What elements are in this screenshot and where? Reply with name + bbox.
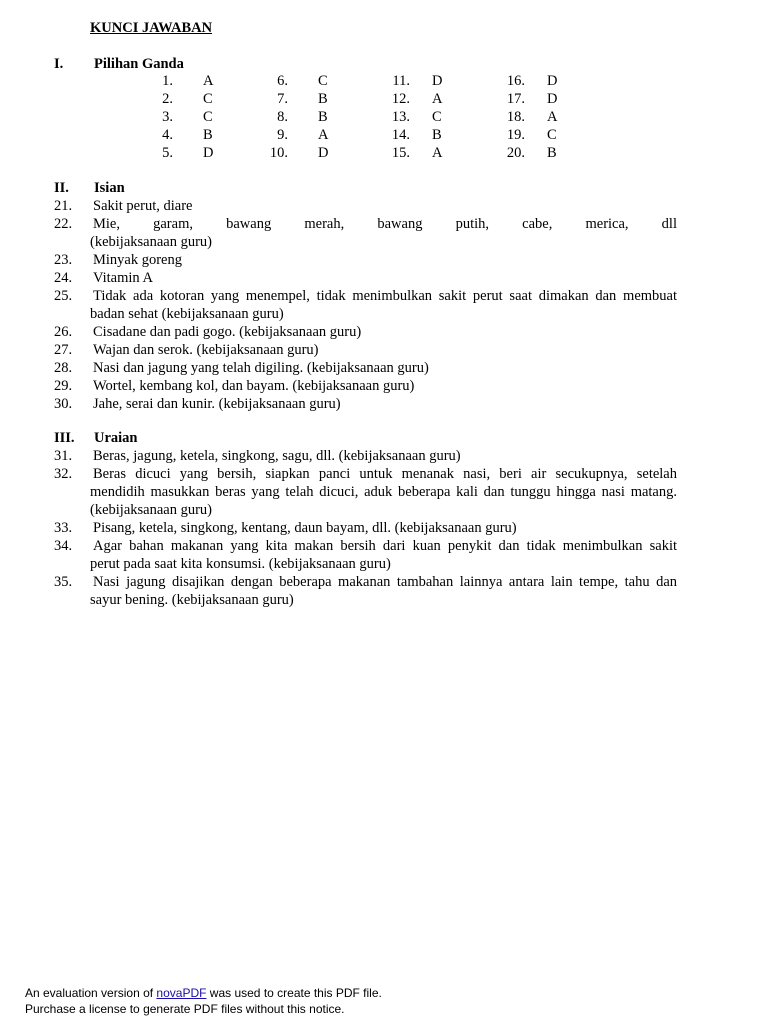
answer-text: Beras dicuci yang bersih, siapkan panci untuk menanak nasi, beri air secukupnya, setelah [93, 466, 677, 482]
answer-number: 21. [54, 198, 73, 214]
mc-row [0, 126, 768, 144]
mc-answer: D [547, 73, 558, 89]
mc-answer: A [318, 127, 329, 143]
answer-item [0, 537, 768, 573]
answer-number: 34. [54, 538, 73, 554]
answer-text: Nasi dan jagung yang telah digiling. (kebijaksanaan guru) [93, 360, 429, 376]
mc-question-number: 20. [506, 145, 525, 161]
mc-answer: C [203, 109, 213, 125]
answer-text: Wajan dan serok. (kebijaksanaan guru) [93, 342, 319, 358]
answer-text: Jahe, serai dan kunir. (kebijaksanaan guru) [93, 396, 341, 412]
answer-text: Cisadane dan padi gogo. (kebijaksanaan guru) [93, 324, 362, 340]
mc-answer: D [203, 145, 214, 161]
mc-question-number: 15. [391, 145, 410, 161]
answer-text: Nasi jagung disajikan dengan beberapa makanan tambahan lainnya antara lain tempe, tahu dan [93, 574, 677, 590]
mc-answer: D [432, 73, 443, 89]
mc-question-number: 16. [506, 73, 525, 89]
mc-answer: B [432, 127, 442, 143]
answer-item [0, 269, 768, 287]
mc-answer: A [432, 91, 443, 107]
answer-number: 22. [54, 216, 73, 232]
mc-answer: B [318, 91, 328, 107]
mc-answer: B [547, 145, 557, 161]
answer-item [0, 197, 768, 215]
section-number: I. [54, 56, 64, 72]
mc-question-number: 19. [506, 127, 525, 143]
mc-question-number: 9. [277, 127, 288, 143]
mc-answer: C [318, 73, 328, 89]
answer-number: 30. [54, 396, 73, 412]
answer-text: Wortel, kembang kol, dan bayam. (kebijaksanaan guru) [93, 378, 415, 394]
answer-text: Minyak goreng [93, 252, 182, 268]
answer-text-continued: sayur bening. (kebijaksanaan guru) [90, 592, 294, 608]
mc-question-number: 2. [162, 91, 173, 107]
mc-question-number: 17. [506, 91, 525, 107]
answer-text-continued: mendidih masukkan beras yang telah dicuci, aduk beberapa kali dan tunggu hingga nasi matang. [90, 484, 677, 500]
answer-text-continued: (kebijaksanaan guru) [90, 234, 212, 250]
answer-text-continued: perut pada saat kita konsumsi. (kebijaksanaan guru) [90, 556, 391, 572]
answer-item [0, 377, 768, 395]
answer-item [0, 251, 768, 269]
answer-number: 35. [54, 574, 73, 590]
section-label: Uraian [94, 430, 138, 446]
uraian-list [0, 447, 768, 609]
answer-text: Beras, jagung, ketela, singkong, sagu, dll. (kebijaksanaan guru) [93, 448, 461, 464]
section-label: Isian [94, 180, 125, 196]
mc-question-number: 13. [391, 109, 410, 125]
answer-text: Sakit perut, diare [93, 198, 193, 214]
answer-item [0, 447, 768, 465]
section-number: III. [54, 430, 75, 446]
notice-line-2: Purchase a license to generate PDF files without this notice. [25, 1001, 345, 1016]
evaluation-notice [25, 986, 382, 1017]
answer-number: 28. [54, 360, 73, 376]
answer-item [0, 519, 768, 537]
novapdf-link[interactable]: novaPDF [156, 986, 207, 1000]
notice-text: An evaluation version of [25, 986, 157, 1000]
mc-question-number: 4. [162, 127, 173, 143]
answer-number: 26. [54, 324, 73, 340]
notice-text: was used to create this PDF file. [206, 986, 382, 1000]
answer-number: 23. [54, 252, 73, 268]
answer-number: 24. [54, 270, 73, 286]
answer-item [0, 287, 768, 323]
answer-number: 33. [54, 520, 73, 536]
answer-text: Pisang, ketela, singkong, kentang, daun bayam, dll. (kebijaksanaan guru) [93, 520, 517, 536]
multiple-choice-grid [0, 72, 768, 162]
mc-answer: A [203, 73, 214, 89]
mc-answer: C [432, 109, 442, 125]
mc-answer: D [547, 91, 558, 107]
mc-question-number: 7. [277, 91, 288, 107]
answer-text: Tidak ada kotoran yang menempel, tidak menimbulkan sakit perut saat dimakan dan membuat [93, 288, 677, 304]
mc-answer: B [318, 109, 328, 125]
answer-item [0, 359, 768, 377]
answer-item [0, 215, 768, 251]
answer-text: Mie, garam, bawang merah, bawang putih, cabe, merica, dll [93, 216, 677, 232]
mc-question-number: 14. [391, 127, 410, 143]
mc-row [0, 72, 768, 90]
mc-answer: C [203, 91, 213, 107]
mc-question-number: 6. [277, 73, 288, 89]
answer-text: Vitamin A [93, 270, 153, 286]
answer-text-continued: (kebijaksanaan guru) [90, 502, 212, 518]
answer-number: 31. [54, 448, 73, 464]
mc-answer: D [318, 145, 329, 161]
answer-text-continued: badan sehat (kebijaksanaan guru) [90, 306, 284, 322]
mc-row [0, 108, 768, 126]
mc-question-number: 5. [162, 145, 173, 161]
mc-question-number: 18. [506, 109, 525, 125]
mc-row [0, 90, 768, 108]
mc-answer: A [547, 109, 558, 125]
section-label: Pilihan Ganda [94, 56, 184, 72]
mc-answer: B [203, 127, 213, 143]
mc-question-number: 8. [277, 109, 288, 125]
answer-number: 27. [54, 342, 73, 358]
answer-item [0, 323, 768, 341]
answer-item [0, 341, 768, 359]
mc-question-number: 11. [392, 73, 410, 89]
mc-question-number: 12. [391, 91, 410, 107]
mc-question-number: 10. [269, 145, 288, 161]
answer-item [0, 395, 768, 413]
answer-text: Agar bahan makanan yang kita makan bersih dari kuan penykit dan tidak menimbulkan sakit [93, 538, 677, 554]
mc-answer: A [432, 145, 443, 161]
notice-line-1 [25, 986, 382, 1002]
section-number: II. [54, 180, 69, 196]
page-title: KUNCI JAWABAN [90, 20, 213, 36]
answer-number: 32. [54, 466, 73, 482]
answer-number: 25. [54, 288, 73, 304]
answer-number: 29. [54, 378, 73, 394]
mc-question-number: 1. [162, 73, 173, 89]
isian-list [0, 197, 768, 413]
mc-row [0, 144, 768, 162]
mc-question-number: 3. [162, 109, 173, 125]
mc-answer: C [547, 127, 557, 143]
answer-item [0, 465, 768, 519]
answer-item [0, 573, 768, 609]
